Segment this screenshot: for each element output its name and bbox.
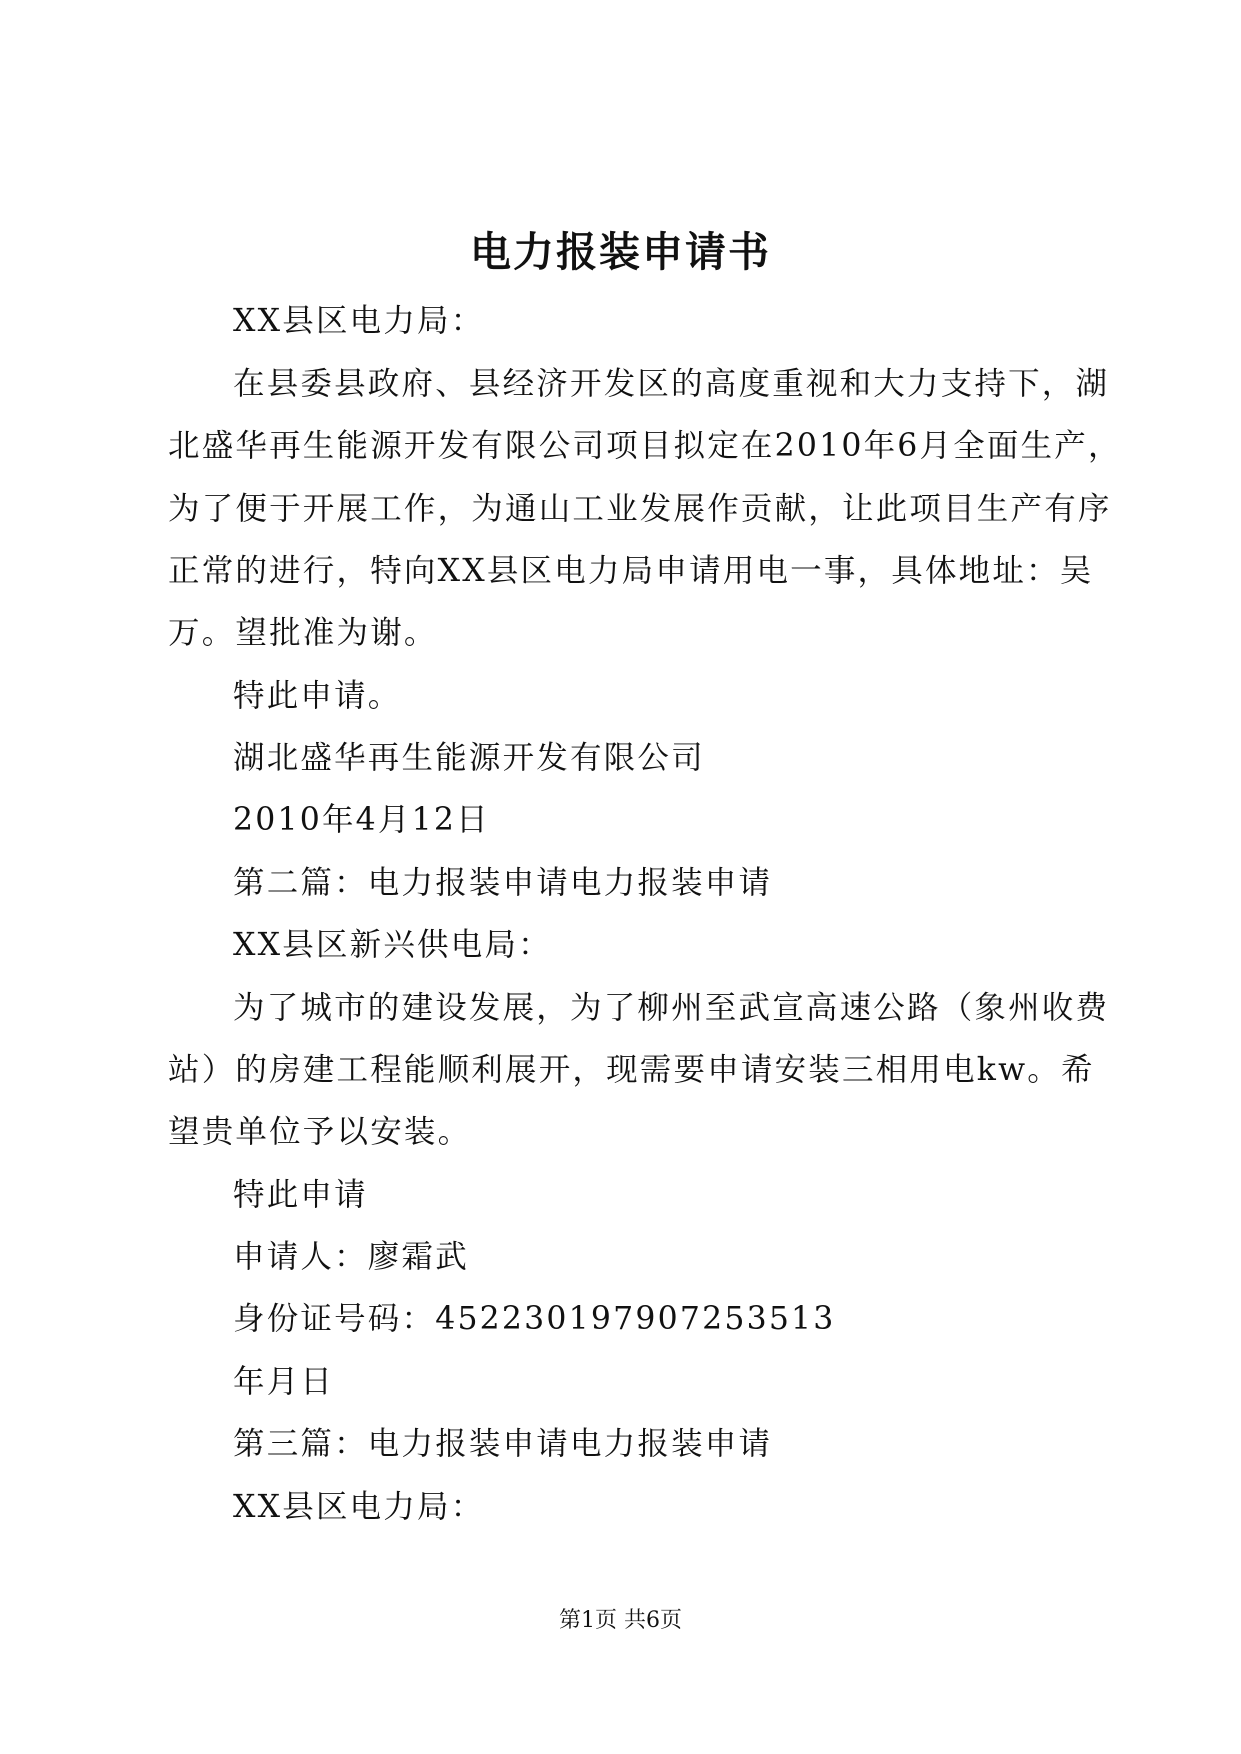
paragraph-line: 万。望批准为谢。 bbox=[168, 615, 438, 651]
paragraph-line: 在县委县政府、县经济开发区的高度重视和大力支持下，湖 bbox=[233, 366, 1110, 402]
section-heading: 第三篇：电力报装申请电力报装申请 bbox=[233, 1426, 773, 1462]
paragraph-line: 望贵单位予以安装。 bbox=[168, 1114, 472, 1150]
document-title: 电力报装申请书 bbox=[470, 228, 771, 276]
paragraph-line: 正常的进行，特向XX县区电力局申请用电一事，具体地址：吴 bbox=[168, 553, 1094, 589]
closing-line: 特此申请。 bbox=[233, 678, 402, 714]
date-line: 年月日 bbox=[233, 1364, 335, 1400]
id-number-line: 身份证号码：452230197907253513 bbox=[233, 1301, 836, 1337]
section-heading: 第二篇：电力报装申请电力报装申请 bbox=[233, 865, 773, 901]
signature-date: 2010年4月12日 bbox=[233, 802, 490, 838]
paragraph-line: 为了城市的建设发展，为了柳州至武宣高速公路（象州收费 bbox=[233, 990, 1110, 1026]
paragraph-line: 站）的房建工程能顺利展开，现需要申请安装三相用电kw。希 bbox=[168, 1052, 1095, 1088]
closing-line: 特此申请 bbox=[233, 1177, 368, 1213]
page-number-footer: 第1页 共6页 bbox=[559, 1608, 682, 1633]
signature-company: 湖北盛华再生能源开发有限公司 bbox=[233, 740, 705, 776]
paragraph-line: 北盛华再生能源开发有限公司项目拟定在2010年6月全面生产， bbox=[168, 428, 1122, 464]
paragraph-line: 为了便于开展工作，为通山工业发展作贡献，让此项目生产有序 bbox=[168, 491, 1112, 527]
addressee-line: XX县区电力局： bbox=[233, 303, 485, 339]
addressee-line: XX县区电力局： bbox=[233, 1489, 485, 1525]
applicant-line: 申请人：廖霜武 bbox=[233, 1239, 469, 1275]
addressee-line: XX县区新兴供电局： bbox=[233, 927, 552, 963]
